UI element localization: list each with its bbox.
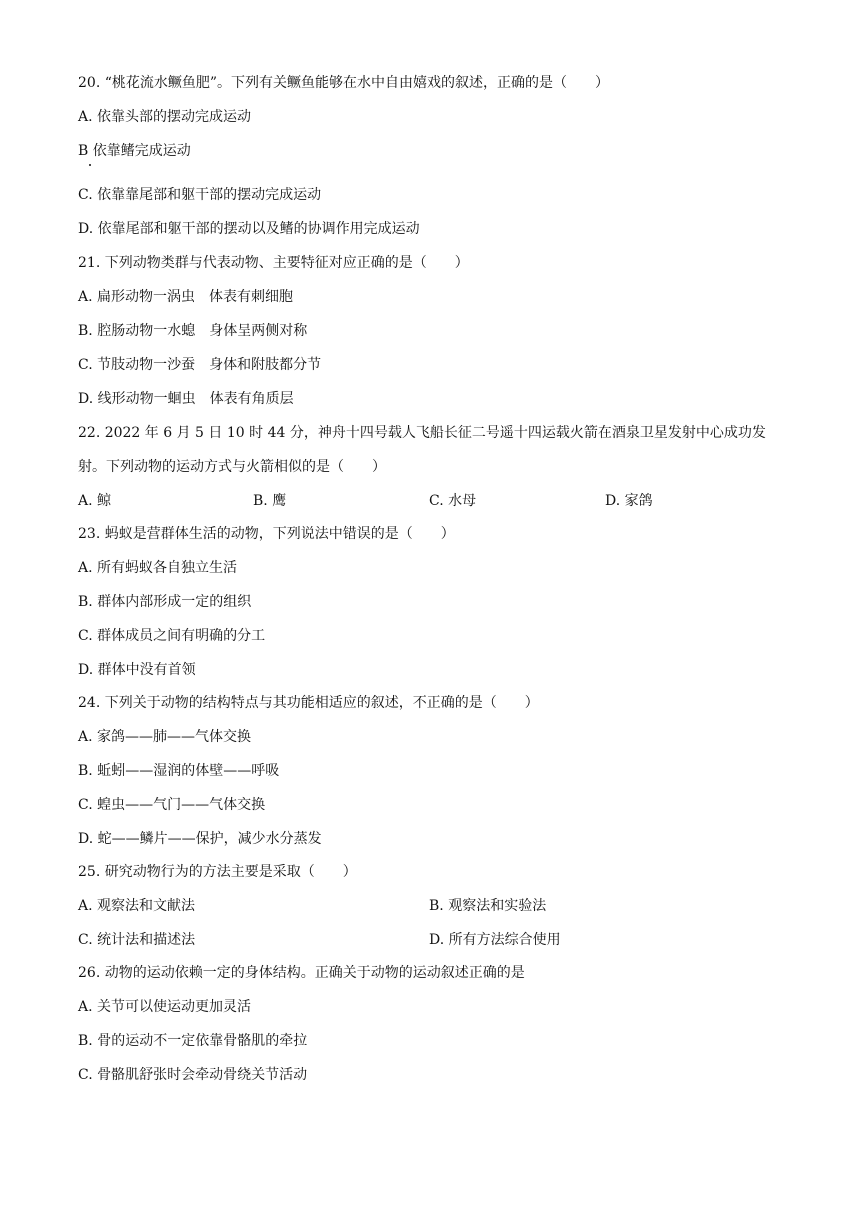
question-21-option-d: D. 线形动物一蛔虫 体表有角质层	[78, 391, 294, 407]
question-23-option-a: A. 所有蚂蚁各自独立生活	[78, 560, 238, 576]
question-24-option-a: A. 家鸽——肺——气体交换	[78, 729, 252, 745]
question-22-option-b: B. 鹰	[253, 493, 287, 509]
stray-dot-mark	[89, 164, 91, 166]
question-21-option-b: B. 腔肠动物一水螅 身体呈两侧对称	[78, 323, 308, 339]
question-24-option-c: C. 蝗虫——气门——气体交换	[78, 797, 266, 813]
question-20-option-c: C. 依靠靠尾部和躯干部的摆动完成运动	[78, 187, 322, 203]
question-20-stem: 20. “桃花流水鳜鱼肥”。下列有关鳜鱼能够在水中自由嬉戏的叙述，正确的是（ ）	[78, 75, 610, 91]
question-20-option-a: A. 依靠头部的摆动完成运动	[78, 109, 252, 125]
question-22-option-c: C. 水母	[429, 493, 477, 509]
question-23-stem: 23. 蚂蚁是营群体生活的动物，下列说法中错误的是（ ）	[78, 526, 455, 542]
question-25-stem: 25. 研究动物行为的方法主要是采取（ ）	[78, 864, 357, 880]
question-25-option-a: A. 观察法和文献法	[78, 898, 196, 914]
question-26-option-b: B. 骨的运动不一定依靠骨骼肌的牵拉	[78, 1033, 308, 1049]
question-22-option-d: D. 家鸽	[605, 493, 653, 509]
question-25-option-c: C. 统计法和描述法	[78, 932, 196, 948]
question-26-stem: 26. 动物的运动依赖一定的身体结构。正确关于动物的运动叙述正确的是	[78, 965, 525, 981]
question-20-option-b: B 依靠鳍完成运动	[78, 143, 191, 159]
question-21-option-c: C. 节肢动物一沙蚕 身体和附肢都分节	[78, 357, 322, 373]
question-22-option-a: A. 鲸	[78, 493, 112, 509]
question-23-option-b: B. 群体内部形成一定的组织	[78, 594, 252, 610]
question-24-stem: 24. 下列关于动物的结构特点与其功能相适应的叙述，不正确的是（ ）	[78, 695, 539, 711]
question-22-stem-line-1: 22. 2022 年 6 月 5 日 10 时 44 分，神舟十四号载人飞船长征二号遥十四运载火箭在酒泉卫星发射中心成功发	[78, 425, 766, 441]
question-24-option-d: D. 蛇——鳞片——保护，减少水分蒸发	[78, 831, 322, 847]
question-24-option-b: B. 蚯蚓——湿润的体壁——呼吸	[78, 763, 280, 779]
question-21-stem: 21. 下列动物类群与代表动物、主要特征对应正确的是（ ）	[78, 255, 469, 271]
question-23-option-c: C. 群体成员之间有明确的分工	[78, 628, 266, 644]
question-20-option-d: D. 依靠尾部和躯干部的摆动以及鳍的协调作用完成运动	[78, 221, 420, 237]
question-21-option-a: A. 扁形动物一涡虫 体表有刺细胞	[78, 289, 294, 305]
question-26-option-a: A. 关节可以使运动更加灵活	[78, 999, 252, 1015]
question-23-option-d: D. 群体中没有首领	[78, 662, 196, 678]
question-26-option-c: C. 骨骼肌舒张时会牵动骨绕关节活动	[78, 1067, 308, 1083]
question-25-option-b: B. 观察法和实验法	[429, 898, 547, 914]
question-25-option-d: D. 所有方法综合使用	[429, 932, 561, 948]
question-22-stem-line-2: 射。下列动物的运动方式与火箭相似的是（ ）	[78, 459, 386, 475]
